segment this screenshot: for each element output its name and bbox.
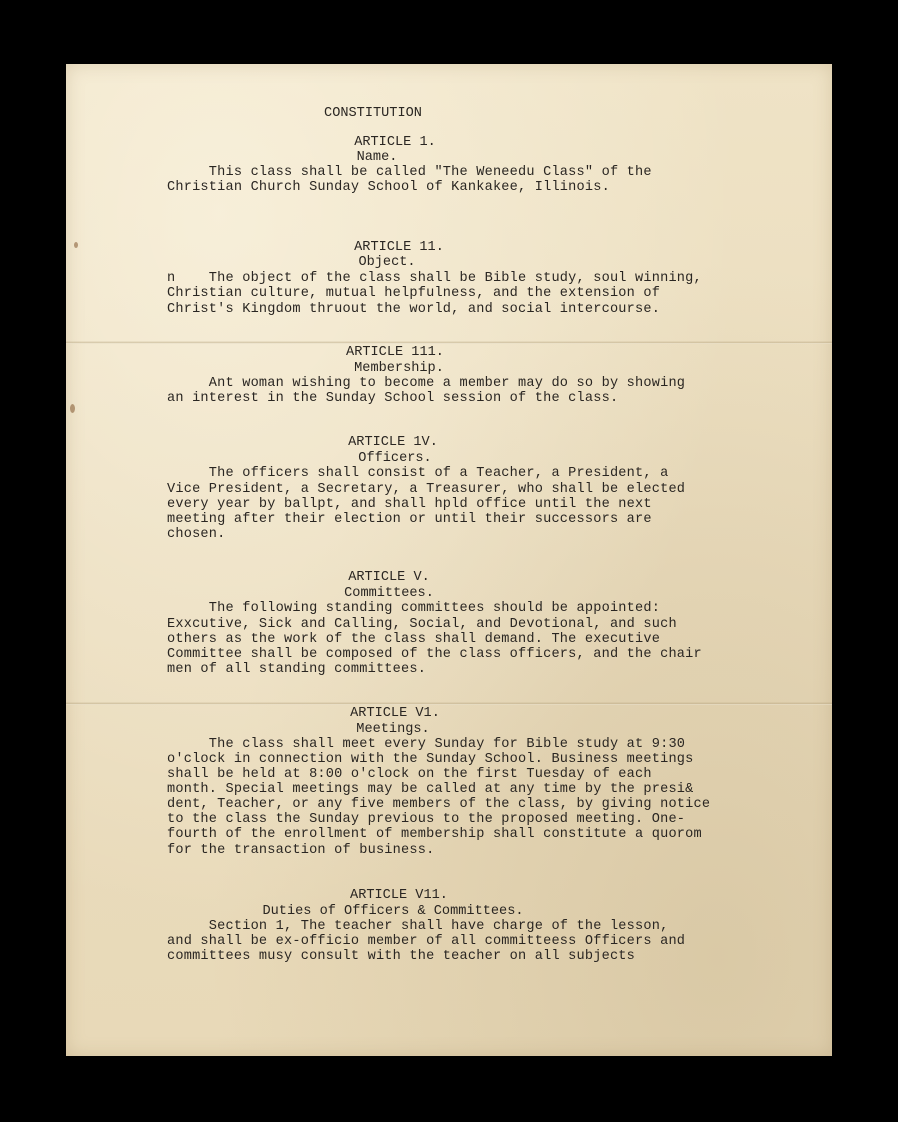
article-subheading: Membership. (354, 361, 444, 376)
article-text-line: Exxcutive, Sick and Calling, Social, and Devotional, and such (167, 617, 677, 632)
article-text-line: The following standing committees should be appointed: (167, 601, 661, 616)
article-heading: ARTICLE 1V. (348, 435, 438, 450)
article-text-line: The officers shall consist of a Teacher, a President, a (167, 466, 669, 481)
article-heading: ARTICLE 11. (354, 240, 444, 255)
article-text-line: for the transaction of business. (167, 843, 435, 858)
article-text-line: shall be held at 8:00 o'clock on the first Tuesday of each (167, 767, 652, 782)
article-subheading: Name. (356, 150, 398, 165)
article-subheading: Committees. (344, 586, 434, 601)
article-text-line: others as the work of the class shall demand. The executive (167, 632, 661, 647)
article-text-line: Committee shall be composed of the class officers, and the chair (167, 647, 702, 662)
paper-stain-mark (70, 404, 75, 413)
article-text-line: This class shall be called "The Weneedu Class" of the (167, 165, 652, 180)
article-heading: ARTICLE V1. (350, 706, 440, 721)
article-text-line: meeting after their election or until their successors are (167, 512, 652, 527)
article-text-line: The class shall meet every Sunday for Bible study at 9:30 (167, 737, 686, 752)
article-text-line: an interest in the Sunday School session of the class. (167, 391, 619, 406)
article-subheading: Meetings. (356, 722, 430, 737)
article-text-line: to the class the Sunday previous to the proposed meeting. One- (167, 812, 686, 827)
article-text-line: Christ's Kingdom thruout the world, and social intercourse. (167, 302, 661, 317)
article-text-line: committees musy consult with the teacher on all subjects (167, 949, 636, 964)
article-text-line: Christian culture, mutual helpfulness, and the extension of (167, 286, 661, 301)
article-text-line: men of all standing committees. (167, 662, 427, 677)
article-heading: ARTICLE V11. (350, 888, 448, 903)
article-text-line: o'clock in connection with the Sunday School. Business meetings (167, 752, 694, 767)
document-title: CONSTITUTION (324, 106, 422, 121)
typewritten-page (66, 64, 832, 1056)
article-text-line: Ant woman wishing to become a member may do so by showing (167, 376, 686, 391)
article-text-line: chosen. (167, 527, 226, 542)
article-text-line: Christian Church Sunday School of Kankakee, Illinois. (167, 180, 610, 195)
article-text-line: fourth of the enrollment of membership shall constitute a quorom (167, 827, 702, 842)
article-heading: ARTICLE V. (348, 570, 430, 585)
paper-fold-crease (66, 702, 832, 705)
article-subheading: Officers. (358, 451, 432, 466)
article-text-line: and shall be ex-officio member of all committeess Officers and (167, 934, 686, 949)
article-text-line: every year by ballpt, and shall hpld office until the next (167, 497, 652, 512)
article-text-line: month. Special meetings may be called at any time by the presi& (167, 782, 694, 797)
article-text-line: Vice President, a Secretary, a Treasurer, who shall be elected (167, 482, 686, 497)
article-text-line: Section 1, The teacher shall have charge of the lesson, (167, 919, 669, 934)
article-text-line: dent, Teacher, or any five members of the class, by giving notice (167, 797, 711, 812)
article-text-line: n The object of the class shall be Bible study, soul winning, (167, 271, 702, 286)
paper-fold-crease (66, 341, 832, 344)
article-subheading: Duties of Officers & Committees. (262, 904, 524, 919)
article-subheading: Object. (358, 255, 416, 270)
article-heading: ARTICLE 1. (354, 135, 436, 150)
article-heading: ARTICLE 111. (346, 345, 444, 360)
